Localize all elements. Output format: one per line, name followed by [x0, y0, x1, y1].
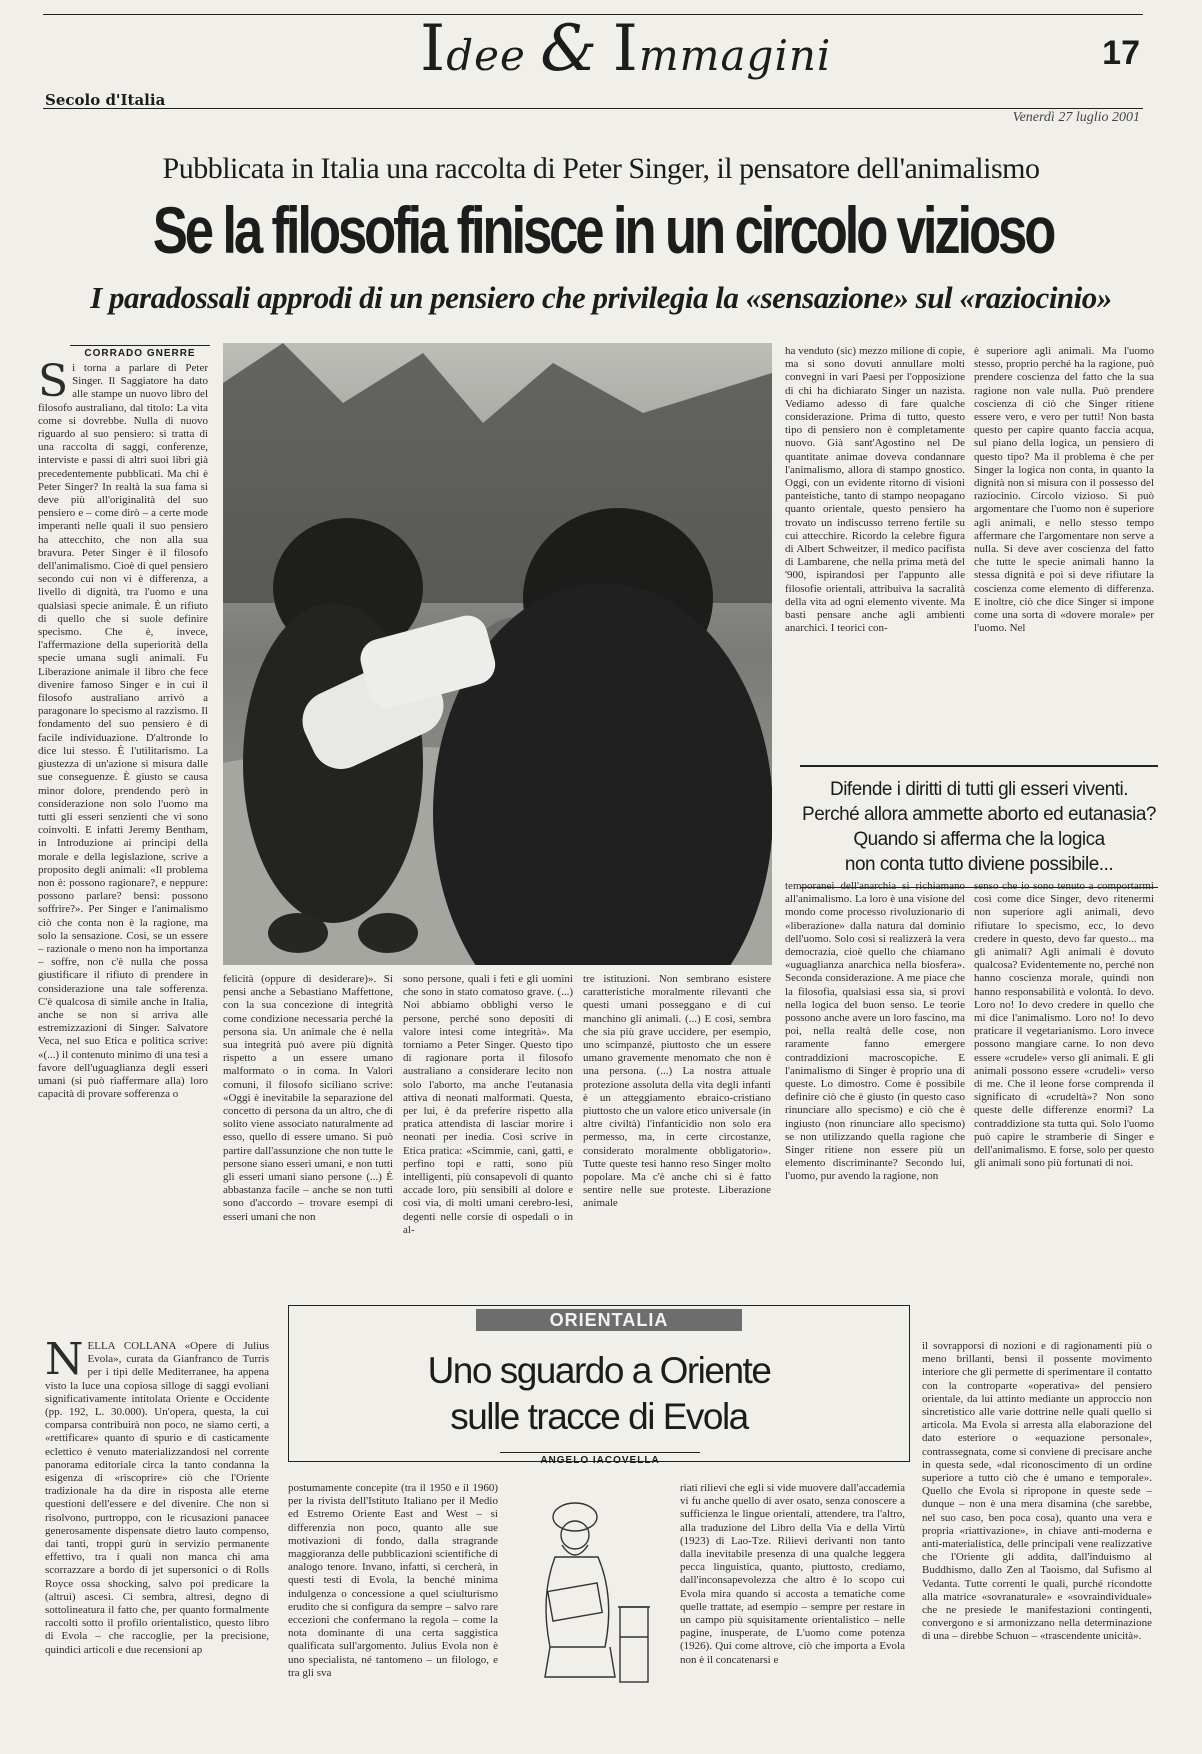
pullquote-line: Perché allora ammette aborto ed eutanasia?	[802, 804, 1156, 825]
article-column-2: felicità (oppure di desiderare)». Si pensi anche a Sebastiano Maffettone, con la sua concezione di integrità come condizione necessaria perché la persona sia. Un animale che è nella sua integrità può avere più dignità rispetto a un essere umano malformato o in coma. In Valori comuni, il filosofo siciliano scrive: «Oggi è inevitabile la separazione del concetto di persona da un altro, che di solito viene associato naturalmente ad esso, quello di essere umano. Si può partire dall'assunzione che non tutte le persone siano esseri umani, e non tutti gli esseri umani siano persone (...) È abbastanza facile – anche se non tutti sono d'accordo – trovare esempi di esseri umani che non	[223, 973, 393, 1223]
orientalia-column-3: riati rilievi che egli si vide muovere dall'accademia vi fu anche quello di aver osato, senza conoscere a sufficienza le lingue orientali, attendere, tra l'altro, alla traduzione del Libro della Via e della Virtù (1923) di Lao-Tze. Rilievi derivanti non tanto dalla inevitabile presenza di una qualche leggera pecca linguistica, quanto, piuttosto, crediamo, dall'inconsapevolezza che altro è lo scopo cui Evola mira quando si accosta a tematiche come quelle trattate, ad esempio – sempre per restare in un campo più squisitamente orientalistico – nelle pagine, inusperate, de L'uomo come potenza (1926). Qui come altrove, ciò che importa a Evola non è il concatenarsi e	[680, 1482, 905, 1666]
orientalia-column-2: postumamente concepite (tra il 1950 e il 1960) per la rivista dell'Istituto Italiano per il Medio ed Estremo Oriente East and West – si differenzia non poco, quanto alle sue motivazioni di fondo, dalla stragrande maggioranza delle pubblicazioni scientifiche di analogo tenore. Invano, infatti, si cercherà, in questi testi di Evola, la benché minima indulgenza o concessione a quel sciulturismo erudito che si configura da sempre – salvo rare eccezioni che confermano la regola – come la nota dominante di una certa saggistica qualificata sull'argomento. Julius Evola non è uno specialista, né tantomeno – un filologo, e tra gli sva	[288, 1482, 498, 1679]
headline: Se la filosofia finisce in un circolo vizioso	[152, 193, 1054, 267]
section-title: Idee & Immagini	[420, 12, 832, 86]
byline: CORRADO GNERRE	[70, 345, 210, 359]
pullquote-line: Quando si afferma che la logica	[853, 829, 1105, 850]
dropcap: S	[38, 362, 69, 407]
kicker: Pubblicata in Italia una raccolta di Peter Singer, il pensatore dell'animalismo	[162, 152, 1040, 185]
article-column-6-bottom: senso che io sono tenuto a comportarmi così come dice Singer, devo ritenermi non superiore agli animali, devo rifiutare lo specismo, ecc, lo devo credere in questo, devo far questo... ma gli animali? Agli animali è dovuto qualcosa? Evidentemente no, perché non hanno coscienza morale, quindi non hanno responsabilità e volontà. Io devo. Loro no! Io devo credere in quello che mi dice l'animalismo. Loro no! Io devo praticare il vegetarianismo. Loro invece possono mangiare carne. Io non devo essere «crudele» verso gli animali. E gli animali possono essere «crudeli» verso di me. Che il leone forse comprenda il significato di «crudeltà»? Non sono queste delle differenze enormi? La contraddizione sta tutta qui. Solo l'uomo può capire le stramberie di Singer e dell'animalismo. E forse, solo per questo gli animali sono più fortunati di noi.	[974, 880, 1154, 1170]
article-column-3: sono persone, quali i feti e gli uomini che sono in stato comatoso grave. (...) Noi abbiamo obblighi verso le persone, perché sono depositi di valore intesi come integrità». Ma torniamo a Peter Singer. Questo tipo di ragionare porta il filosofo australiano a considerare lecito non solo l'aborto, ma anche l'eutanasia attiva di neonati malformati. Questa, per lui, è da preferire rispetto alla pratica attendista di lasciar morire i neonati per inedia. Così scrive in Etica pratica: «Scimmie, cani, gatti, e perfino topi e ratti, sono più intelligenti, più consapevoli di quanto accade loro, più sensibili al dolore e così via, di molti umani cerebro-lesi, degenti nelle corsie di ospedali o in al-	[403, 973, 573, 1236]
orientalia-column-4: il sovrapporsi di nozioni e di ragionamenti più o meno brillanti, bensì il possente movimento interiore che gli permette di sperimentare il contatto con la controparte «operativa» del pensiero orientale, da lui attinto mediante un approccio non sincretistico alle varie dottrine nelle quali quello si articola. Ma Evola si arresta alla elaborazione del dato esteriore o «equazione personale», contrassegnata, come si conviene di precisare anche in questa sede, «dal riconoscimento di un ordine superiore a tutto ciò che è umano e temporale». Quello che Evola si ripropone in queste sede – dunque – non è una mera disamina (che sarebbe, nel suo caso, ben poca cosa), quanto una vera e propria «riattivazione», in chiave anti-moderna e anti-materialistica, delle principali vene realizzative che l'Oriente gli addita, dall'induismo al Buddhismo, dallo Zen al Taoismo, dal Sufismo al Vedanta. Tutte correnti le quali, purché ricondotte alla matrice «sovranaturale» e «sovraindividuale» che ne presiede le manifestazioni contingenti, convergono e si armonizzano nella determinazione di una – direbbe Schuon – «trascendente unicità».	[922, 1340, 1152, 1643]
article-column-1: Si torna a parlare di Peter Singer. Il Saggiatore ha dato alle stampe un nuovo libro del filosofo australiano, dal titolo: La vita come si dovrebbe. Nulla di nuovo riguardo al suo pensiero: si tratta di una raccolta di saggi, conferenze, interviste e passi di altri suoi libri già precedentemente pubblicati. Ma chi è Peter Singer? In realtà la sua fama si deve più all'originalità del suo pensiero e – come dirò – a certe mode imperanti nelle quali il suo pensiero ha attecchito, che non alla sua bravura. Peter Singer è il filosofo dell'animalismo. Cioè di quel pensiero secondo cui non vi è differenza, a livello di dignità, tra l'uomo e una qualsiasi specie animale. È un rifiuto di quello che si suole definire specismo. Che è, invece, l'affermazione della superiorità della specie umana sugli animali. Fu Liberazione animale il libro che fece divenire famoso Singer e in cui il filosofo australiano arrivò a paragonare lo specismo al razzismo. Il fondamento del suo pensiero è di facile individuazione. D'altronde lo dice lui stesso. È l'utilitarismo. La giustezza di un'azione si misura dalle sue conseguenze. È giusto se causa minor dolore, prendendo però in considerazione non solo l'uomo ma tutti gli esseri senzienti che vi sono coinvolti. E infatti Jeremy Bentham, in Introduzione ai principi della morale e della legislazione, scrive a proposito degli animali: «Il problema non è: possono ragionare?, e neppure: possono parlare? bensì: possono soffrire?». Per Singer e l'animalismo ciò che conta non è la ragione, ma solo la sensazione. Così, se un essere – razionale o meno non ha importanza – soffre, non c'è nulla che possa giustificare il rifiuto di prendere in considerazione una tale sofferenza. C'è qualcosa di simile anche in Italia, anche se non si arriva alle estremizzazioni di Singer. Salvatore Veca, nel suo Etica e politica scrive: «(...) il contenuto minimo di una tesi a favore dell'uguaglianza degli esseri umani (si può riaffermare alla) loro capacità di provare sofferenza o	[38, 362, 208, 1101]
pullquote-line: non conta tutto diviene possibile...	[844, 854, 1114, 875]
orientalia-label: ORIENTALIA	[476, 1309, 742, 1331]
sage-illustration	[520, 1487, 660, 1697]
orientalia-column-1: NELLA COLLANA «Opere di Julius Evola», curata da Gianfranco de Turris per i tipi delle Mediterranee, ha appena visto la luce una copiosa silloge di saggi evoliani significativamente intitolata Oriente e Occidente (pp. 192, L. 30.000). Un'opera, questa, la cui comparsa contribuirà non poco, ne siamo certi, a «rettificare» quanto di spurio e di casticamente eclettico è venuto materializzandosi nel corrente panorama editoriale circa la tanto condanna la esigenza di «riscoprire» ciò che l'Oriente tradizionale ha da dire in risposta alle eterne questioni dell'essere e del divenire. Che non si risolvono, purtroppo, con le ricusazioni panacee generosamente dispensate dietro lauto compenso, dai tanti, troppi gurù in servizio permanente effettivo, tra i quali non manca chi ama scorrazzare a bordo di jet supersonici o di Rolls Royce ossa shocking, salvo poi predicare la (altrui) ascesi. Ci sembra, altresì, degno di sottolineatura il fatto che, per quanto formalmente raccolti sotto il profilo orientalistico, questo libro di Evola – che raccoglie, per la precisione, quindici articoli e due recensioni ap	[45, 1340, 269, 1656]
subhead: I paradossali approdi di un pensiero che privilegia la «sensazione» sul «raziocinio»	[90, 280, 1112, 315]
dateline: Venerdì 27 luglio 2001	[1012, 110, 1140, 125]
article-column-4: tre istituzioni. Non sembrano esistere caratteristiche moralmente rilevanti che questi umani posseggano e di cui manchino gli animali. (...) E così, sembra che sia più grave uccidere, per esempio, uno scimpanzé, piuttosto che un essere umano gravemente menomato che non è una persona. (...) La nostra attuale protezione assoluta della vita degli infanti è un atteggiamento ebraico-cristiano piuttosto che un valore etico universale (in altre civiltà) l'infanticidio non solo era permesso, ma, in certe circostanze, considerato moralmente obbligatorio». Tutte queste tesi hanno reso Singer molto popolare. Ma c'è anche chi si è fatto sentire nelle sue proteste. Liberazione animale	[583, 973, 771, 1210]
article-column-5-top: ha venduto (sic) mezzo milione di copie, ma si sono dovuti annullare molti convegni in vari Paesi per l'opposizione di chi ha dichiarato Singer un nazista. Vediamo adesso di fare qualche considerazione. Prima di tutto, questo tipo di pensiero non è completamente nuovo. Già sant'Agostino nel De quantitate animae doveva condannare l'animalismo, allora di stampo gnostico. Oggi, con un evidente ritorno di visioni panteistiche, tanto di stampo neopagano quanto orientale, questo pensiero ha trovato un indiscusso terreno fertile su cui attecchire. Ricordo la celebre figura di Albert Schweitzer, il medico pacifista di Lambarene, che nella prima metà del '900, ispirandosi per l'appunto alle filosofie orientali, attribuiva la sacralità della vita ad ogni elemento vivente. Ma basti pensare anche agli ambienti anarchici. I teorici con-	[785, 345, 965, 635]
pullquote	[800, 765, 1158, 888]
article-column-5-bottom: temporanei dell'anarchia si richiamano all'animalismo. La loro è una visione del mondo come processo rivoluzionario di «liberazione» dalla natura dal dominio dell'uomo. Solo così si realizzerà la vera democrazia, cioè quello che chiamano «uguaglianza anarchica nella biosfera». Seconda considerazione. A me piace che la filosofia, qualsiasi essa sia, si provi nella logica del buon senso. Le teorie possono anche avere un loro fascino, ma poi, nella realtà delle cose, non raramente fanno emergere contraddizioni macroscopiche. E l'animalismo di Singer è proprio una di queste. Lo dimostro. Come è possibile definire ciò che è giusto (in questo caso rinunciare allo specismo) e ciò che è ingiusto (non rinunciare allo specismo) se non utilizzando quella ragione che Singer ritiene non essere più un elemento discriminante? Secondo lui, l'uomo, pur avendo la ragione, non	[785, 880, 965, 1183]
orientalia-title: Uno sguardo a Oriente sulle tracce di Evola	[427, 1350, 771, 1437]
masthead: Secolo d'Italia	[45, 91, 166, 109]
masthead-rule	[43, 108, 1143, 109]
dropcap: N	[45, 1340, 84, 1385]
article-column-6-top: è superiore agli animali. Ma l'uomo stesso, proprio perché ha la ragione, può prendere coscienza del fatto che la sua ragione non vale nulla. Può prendere coscienza di ciò che Singer ritiene essere vero, e vero per tutti! Non basta questo per capire quanto faccia acqua, sul piano della logica, un pensiero di questo tipo? Ma il problema è che per Singer la logica non conta, in quanto la dignità non si misura con il possesso del raziocinio. Circolo vizioso. Si può argomentare che l'uomo non è superiore agli animali, e nello stesso tempo affermare che l'argomentare non serve a nulla. Si deve aver coscienza del fatto che tutte le specie animali hanno la stessa dignità e poi si deve rifiutare la coscienza come elemento di differenza. E inoltre, ciò che dice Singer si impone come una sorta di «dovere morale» per l'uomo. Nel	[974, 345, 1154, 635]
photo-bears-image	[223, 343, 772, 965]
orientalia-byline: ANGELO IACOVELLA	[500, 1452, 700, 1466]
photo-bears	[223, 343, 772, 965]
page-number: 17	[1102, 34, 1140, 72]
pullquote-line: Difende i diritti di tutti gli esseri viventi.	[829, 779, 1128, 800]
